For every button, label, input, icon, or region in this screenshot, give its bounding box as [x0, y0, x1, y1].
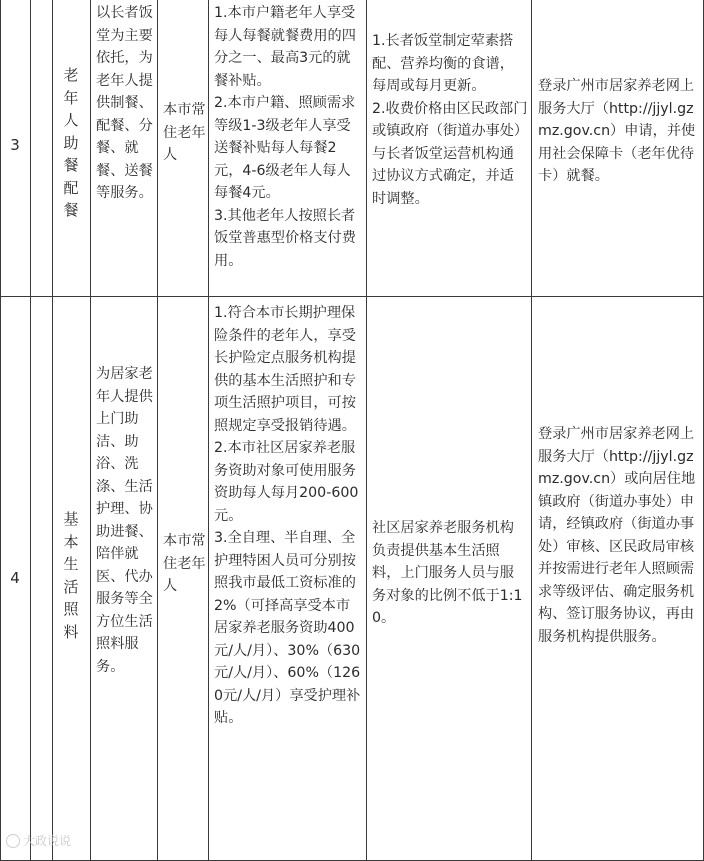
grid-line [531, 0, 532, 861]
vertical-char: 生 [63, 555, 79, 573]
row-4-standard: 1.符合本市长期护理保险条件的老年人，享受长护险定点服务机构提供的基本生活照护和专项生活照护项目，可按照规定享受报销待遇。 2.本市社区居家养老服务资助对象可使用服务资助每人每月200-600元。 3.全自理、半自理、全护理特困人员可分别按照我市最低工资标准的2%（可择高享受本市居家养老服务资助400元/人/月）、30%（630元/人/月）、60%（1260元/人/月）享受护理补贴。 [214, 305, 361, 726]
vertical-char: 老 [63, 66, 79, 84]
row-4-index: 4 [10, 569, 20, 587]
vertical-char: 人 [63, 111, 79, 129]
vertical-char: 餐 [63, 201, 79, 219]
row-3-method: 登录广州市居家养老网上服务大厅（http://jjyl.gzmz.gov.cn）申请，并使用社会保障卡（老年优待卡）就餐。 [538, 78, 696, 184]
row-4-target: 本市常住老年人 [163, 533, 206, 594]
row-3-requirement: 1.长者饭堂制定荤素搭配、营养均衡的食谱，每周或每月更新。 2.收费价格由区民政部门或镇政府（街道办事处）与长者饭堂运营机构通过协议方式确定，并适时调整。 [372, 33, 528, 207]
vertical-char: 年 [63, 88, 79, 107]
vertical-char: 本 [63, 532, 79, 551]
grid-line [366, 0, 367, 861]
grid-line [30, 0, 31, 861]
row-3-target: 本市常住老年人 [163, 102, 206, 163]
row-3-content: 以长者饭堂为主要依托，为老年人提供制餐、配餐、分餐、就餐、送餐等服务。 [96, 5, 153, 201]
watermark-text: 大政说说 [23, 834, 72, 848]
vertical-char: 活 [63, 577, 79, 596]
grid-line [0, 296, 704, 297]
row-3-standard: 1.本市户籍老年人享受每人每餐就餐费用的四分之一、最高3元的就餐补贴。 2.本市户籍、照顾需求等级1-3级老年人享受送餐补贴每人每餐2元，4-6级老年人每人每餐4元。 3.其他老年人按照长者饭堂普惠型价格支付费用。 [214, 5, 356, 269]
row-4-item [52, 508, 90, 643]
grid-line [208, 0, 209, 861]
vertical-char: 基 [63, 510, 79, 528]
row-4-method: 登录广州市居家养老网上服务大厅（http://jjyl.gzmz.gov.cn）或向居住地镇政府（街道办事处）申请，经镇政府（街道办事处）审核、区民政局审核并按需进行老年人照顾需求等级评估、确定服务机构、签订服务协议，再由服务机构提供服务。 [538, 426, 696, 645]
vertical-char: 照 [63, 600, 79, 618]
row-3-index: 3 [10, 136, 20, 154]
vertical-char: 配 [63, 178, 79, 197]
row-4-requirement: 社区居家养老服务机构负责提供基本生活照料，上门服务人员与服务对象的比例不低于1:10。 [372, 520, 523, 626]
row-4-content: 为居家老年人提供上门助洁、助浴、洗涤、生活护理、协助进餐、陪伴就医、代办服务等全方位生活照料服务。 [96, 366, 153, 675]
grid-line [0, 0, 1, 861]
watermark [6, 832, 71, 849]
row-3-item [52, 64, 90, 222]
vertical-char: 料 [63, 622, 79, 641]
watermark-icon [6, 834, 20, 848]
vertical-char: 助 [63, 133, 79, 152]
grid-line [157, 0, 158, 861]
grid-line [90, 0, 91, 861]
vertical-char: 餐 [63, 156, 79, 174]
